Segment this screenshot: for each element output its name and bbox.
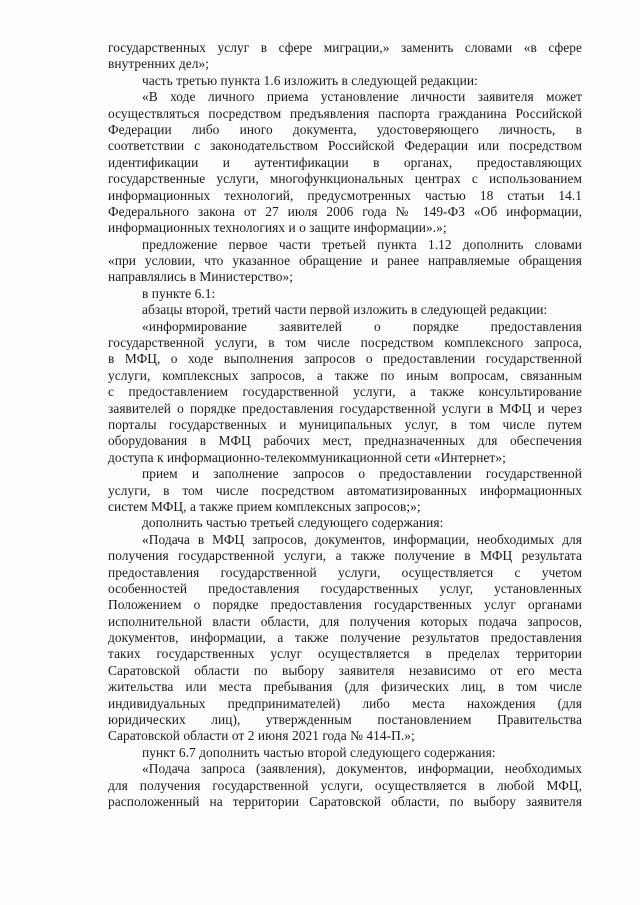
text-line: Положением о порядке предоставления государственных услуг органами bbox=[108, 597, 582, 613]
text-line: пункт 6.7 дополнить частью второй следующего содержания: bbox=[142, 744, 496, 760]
text-line: осуществляться посредством предъявления паспорта гражданина Российской bbox=[108, 105, 582, 121]
text-line: Саратовской области по выбору заявителя независимо от его места bbox=[108, 662, 582, 678]
text-line: государственной услуги, в том числе посредством комплексного запроса, bbox=[108, 335, 582, 351]
text-line: услуги, комплексных запросов, а также по иным вопросам, связанным bbox=[108, 367, 582, 383]
text-line: Федерации либо иного документа, удостоверяющего личность, в bbox=[108, 121, 582, 137]
text-line: информационных технологиях и о защите информации».»; bbox=[108, 220, 447, 236]
text-line: в пункте 6.1: bbox=[142, 285, 216, 301]
text-line: услуги, в том числе посредством автоматизированных информационных bbox=[108, 482, 582, 498]
text-line: оборудования в МФЦ рабочих мест, предназначенных для обеспечения bbox=[108, 433, 582, 449]
text-line: с предоставлением государственной услуги, а также консультирование bbox=[108, 384, 582, 400]
text-line: информационных технологий, предусмотренных частью 18 статьи 14.1 bbox=[108, 187, 582, 203]
text-line: «Подача в МФЦ запросов, документов, информации, необходимых для bbox=[142, 531, 582, 547]
document-body bbox=[108, 40, 582, 810]
text-line: систем МФЦ, а также прием комплексных запросов;»; bbox=[108, 498, 421, 514]
text-line: дополнить частью третьей следующего содержания: bbox=[142, 515, 444, 531]
text-line: внутренних дел»; bbox=[108, 56, 210, 72]
text-line: идентификации и аутентификации в органах, предоставляющих bbox=[108, 154, 582, 170]
text-line: соответствии с законодательством Российской Федерации или посредством bbox=[108, 138, 582, 154]
text-line: Федерального закона от 27 июля 2006 года № 149-ФЗ «Об информации, bbox=[108, 203, 582, 219]
text-line: получения государственной услуги, а также получение в МФЦ результата bbox=[108, 548, 582, 564]
text-line: направлялись в Министерство»; bbox=[108, 269, 294, 285]
text-line: порталы государственных и муниципальных услуг, в том числе путем bbox=[108, 416, 582, 432]
text-line: доступа к информационно-телекоммуникационной сети «Интернет»; bbox=[108, 449, 506, 465]
text-line: «при условии, что указанное обращение и ранее направляемые обращения bbox=[108, 253, 582, 269]
text-line: особенностей предоставления государственных услуг, установленных bbox=[108, 580, 582, 596]
text-line: абзацы второй, третий части первой изложить в следующей редакции: bbox=[142, 302, 548, 318]
text-line: «В ходе личного приема установление личности заявителя может bbox=[142, 89, 582, 105]
text-line: предложение первое части третьей пункта 1.12 дополнить словами bbox=[142, 236, 582, 252]
text-line: государственные услуги, многофункциональных центрах с использованием bbox=[108, 171, 582, 187]
text-line: государственных услуг в сфере миграции,» заменить словами «в сфере bbox=[108, 40, 582, 55]
text-line: предоставления государственной услуги, осуществляется с учетом bbox=[108, 564, 582, 580]
text-line: таких государственных услуг осуществляется в пределах территории bbox=[108, 646, 582, 662]
text-line: «Подача запроса (заявления), документов, информации, необходимых bbox=[142, 761, 582, 777]
text-line: «информирование заявителей о порядке предоставления bbox=[142, 318, 582, 334]
text-line: исполнительной власти области, для получения которых подача запросов, bbox=[108, 613, 582, 629]
text-line: индивидуальных предпринимателей) либо места нахождения (для bbox=[108, 695, 582, 711]
text-line: юридических лиц), утвержденным постановлением Правительства bbox=[108, 712, 582, 728]
text-line: документов, информации, а также получение результатов предоставления bbox=[108, 630, 582, 646]
text-line: Саратовской области от 2 июня 2021 года № 414-П.»; bbox=[108, 728, 415, 744]
text-line: в МФЦ, о ходе выполнения запросов о предоставлении государственной bbox=[108, 351, 582, 367]
text-line: расположенный на территории Саратовской области, по выбору заявителя bbox=[108, 793, 582, 809]
text-line: часть третью пункта 1.6 изложить в следующей редакции: bbox=[142, 72, 478, 88]
text-line: заявителей о порядке предоставления государственной услуги в МФЦ и через bbox=[108, 400, 582, 416]
text-line: прием и заполнение запросов о предоставлении государственной bbox=[142, 466, 582, 482]
text-line: жительства или места пребывания (для физических лиц, в том числе bbox=[108, 679, 582, 695]
text-line: для получения государственной услуги, осуществляется в любой МФЦ, bbox=[108, 777, 582, 793]
